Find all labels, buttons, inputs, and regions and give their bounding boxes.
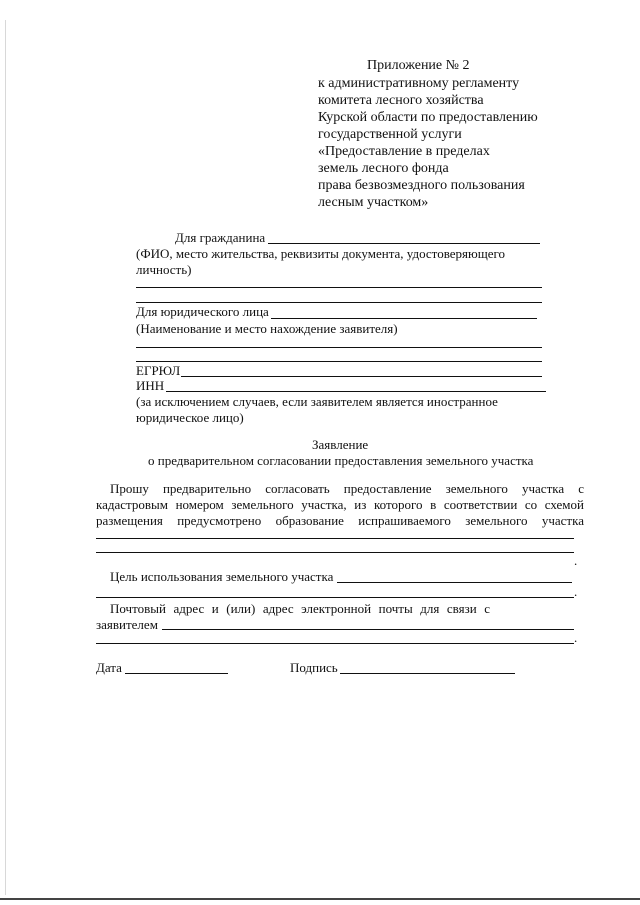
signature-label: Подпись: [290, 660, 338, 675]
line-end-mark-2: .: [574, 584, 578, 599]
postal-input-line[interactable]: [162, 629, 574, 630]
legal-extra-line-1[interactable]: [136, 347, 542, 348]
statement-title: Заявление: [312, 437, 369, 452]
date-input-line[interactable]: [125, 673, 228, 674]
postal-line-2: заявителем: [96, 617, 158, 632]
line-end-mark-3: .: [574, 630, 578, 645]
exception-line-2: юридическое лицо): [136, 410, 244, 425]
citizen-note-line-1: (ФИО, место жительства, реквизиты документа, удостоверяющего: [136, 246, 506, 261]
appendix-title: Приложение № 2: [367, 58, 470, 73]
line-end-mark-1: .: [574, 553, 578, 568]
legal-note: (Наименование и место нахождение заявителя): [136, 321, 398, 336]
citizen-input-line[interactable]: [268, 243, 540, 244]
exception-line-1: (за исключением случаев, если заявителем является иностранное: [136, 394, 498, 409]
appendix-line-7: права безвозмездного пользования: [318, 178, 525, 193]
appendix-line-8: лесным участком»: [318, 195, 429, 210]
date-label: Дата: [96, 660, 122, 675]
appendix-line-1: к административному регламенту: [318, 76, 520, 91]
citizen-label: Для гражданина: [175, 230, 266, 245]
appendix-line-6: земель лесного фонда: [318, 161, 449, 176]
inn-input-line[interactable]: [166, 391, 546, 392]
inn-label: ИНН: [136, 378, 165, 393]
postal-extra-line[interactable]: [96, 643, 574, 644]
legal-input-line[interactable]: [271, 318, 537, 319]
statement-subtitle: о предварительном согласовании предоставления земельного участка: [148, 453, 534, 468]
appendix-line-3: Курской области по предоставлению: [318, 110, 538, 125]
appendix-line-4: государственной услуги: [318, 127, 462, 142]
body-line-2: кадастровым номером земельного участка, из которого в соответствии со схемой: [96, 497, 584, 512]
egrul-input-line[interactable]: [181, 376, 542, 377]
appendix-line-5: «Предоставление в пределах: [318, 144, 490, 159]
cadastral-line-1[interactable]: [96, 538, 574, 539]
purpose-input-line[interactable]: [337, 582, 572, 583]
citizen-extra-line-2[interactable]: [136, 302, 542, 303]
scan-bottom-edge: [0, 898, 640, 900]
cadastral-line-2[interactable]: [96, 552, 574, 553]
postal-line-1: Почтовый адрес и (или) адрес электронной почты для связи с: [110, 601, 490, 616]
egrul-label: ЕГРЮЛ: [136, 363, 181, 378]
scan-left-edge: [5, 20, 6, 895]
signature-input-line[interactable]: [340, 673, 515, 674]
purpose-label: Цель использования земельного участка: [110, 569, 334, 584]
citizen-extra-line-1[interactable]: [136, 287, 542, 288]
citizen-note-line-2: личность): [136, 262, 192, 277]
legal-extra-line-2[interactable]: [136, 361, 542, 362]
legal-label: Для юридического лица: [136, 304, 269, 319]
body-line-1: Прошу предварительно согласовать предоставление земельного участка с: [110, 481, 584, 496]
purpose-extra-line[interactable]: [96, 597, 574, 598]
appendix-line-2: комитета лесного хозяйства: [318, 93, 484, 108]
body-line-3: размещения предусмотрено образование испрашиваемого земельного участка: [96, 513, 584, 528]
